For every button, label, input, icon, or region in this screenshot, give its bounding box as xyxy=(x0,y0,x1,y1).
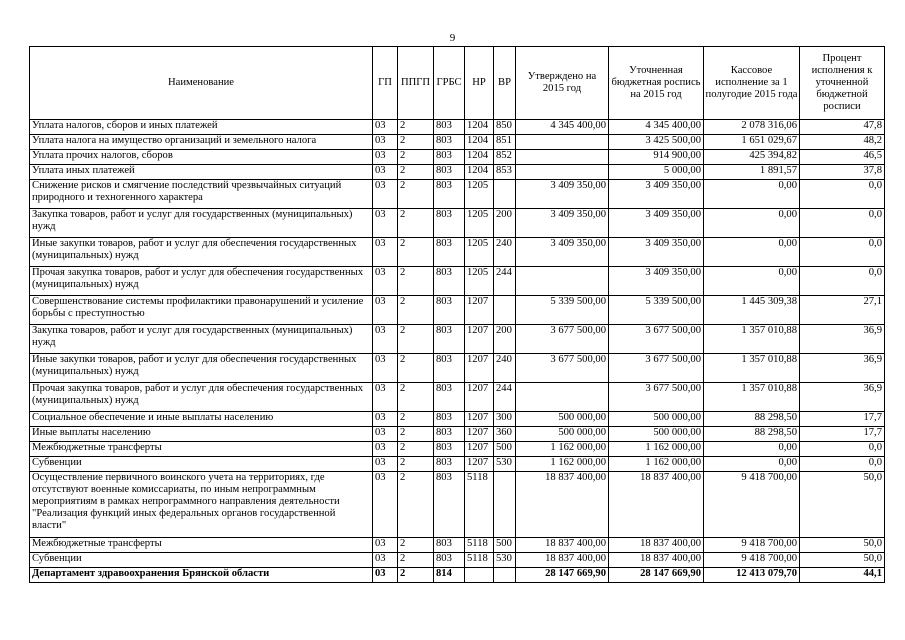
cell-name: Закупка товаров, работ и услуг для государственных (муниципальных) нужд xyxy=(30,209,373,238)
cell-refined: 18 837 400,00 xyxy=(609,553,704,568)
cell-gp: 03 xyxy=(373,568,398,583)
cell-approved: 3 677 500,00 xyxy=(516,354,609,383)
cell-vr: 851 xyxy=(494,135,516,150)
cell-refined: 3 409 350,00 xyxy=(609,209,704,238)
header-percent: Процент исполнения к уточненной бюджетной росписи xyxy=(800,47,885,120)
cell-percent: 48,2 xyxy=(800,135,885,150)
cell-cash: 0,00 xyxy=(704,180,800,209)
cell-refined: 3 425 500,00 xyxy=(609,135,704,150)
cell-percent: 0,0 xyxy=(800,442,885,457)
header-refined: Уточненная бюджетная роспись на 2015 год xyxy=(609,47,704,120)
cell-approved: 3 409 350,00 xyxy=(516,180,609,209)
table-row xyxy=(30,538,885,553)
cell-vr: 200 xyxy=(494,209,516,238)
cell-approved xyxy=(516,267,609,296)
cell-approved: 1 162 000,00 xyxy=(516,457,609,472)
cell-percent: 17,7 xyxy=(800,427,885,442)
cell-refined: 5 339 500,00 xyxy=(609,296,704,325)
cell-gp: 03 xyxy=(373,538,398,553)
table-row xyxy=(30,120,885,135)
cell-refined: 18 837 400,00 xyxy=(609,472,704,538)
cell-gp: 03 xyxy=(373,442,398,457)
table-row xyxy=(30,165,885,180)
cell-np: 1205 xyxy=(465,209,494,238)
cell-name: Субвенции xyxy=(30,553,373,568)
table-row xyxy=(30,383,885,412)
cell-percent: 46,5 xyxy=(800,150,885,165)
cell-np: 1207 xyxy=(465,442,494,457)
cell-grbs: 803 xyxy=(434,135,465,150)
cell-ppgp: 2 xyxy=(398,354,434,383)
cell-ppgp: 2 xyxy=(398,296,434,325)
cell-vr: 853 xyxy=(494,165,516,180)
cell-cash: 88 298,50 xyxy=(704,412,800,427)
cell-np: 1205 xyxy=(465,238,494,267)
cell-approved xyxy=(516,135,609,150)
cell-percent: 50,0 xyxy=(800,538,885,553)
cell-gp: 03 xyxy=(373,412,398,427)
cell-grbs: 814 xyxy=(434,568,465,583)
cell-ppgp: 2 xyxy=(398,412,434,427)
cell-refined: 4 345 400,00 xyxy=(609,120,704,135)
cell-vr xyxy=(494,180,516,209)
cell-grbs: 803 xyxy=(434,354,465,383)
cell-percent: 0,0 xyxy=(800,238,885,267)
header-vr: ВР xyxy=(494,47,516,120)
cell-refined: 1 162 000,00 xyxy=(609,442,704,457)
cell-percent: 0,0 xyxy=(800,457,885,472)
cell-grbs: 803 xyxy=(434,538,465,553)
cell-name: Уплата прочих налогов, сборов xyxy=(30,150,373,165)
table-row xyxy=(30,209,885,238)
cell-cash: 1 357 010,88 xyxy=(704,325,800,354)
cell-vr: 240 xyxy=(494,354,516,383)
cell-grbs: 803 xyxy=(434,120,465,135)
cell-name: Прочая закупка товаров, работ и услуг для обеспечения государственных (муниципальных) нужд xyxy=(30,267,373,296)
cell-vr: 360 xyxy=(494,427,516,442)
cell-grbs: 803 xyxy=(434,472,465,538)
cell-approved xyxy=(516,165,609,180)
cell-gp: 03 xyxy=(373,209,398,238)
cell-vr: 530 xyxy=(494,553,516,568)
cell-grbs: 803 xyxy=(434,553,465,568)
cell-np: 1207 xyxy=(465,354,494,383)
cell-grbs: 803 xyxy=(434,165,465,180)
cell-name: Уплата иных платежей xyxy=(30,165,373,180)
cell-name: Уплата налога на имущество организаций и земельного налога xyxy=(30,135,373,150)
header-approved: Утверждено на 2015 год xyxy=(516,47,609,120)
cell-cash: 0,00 xyxy=(704,457,800,472)
cell-np: 1205 xyxy=(465,267,494,296)
cell-name: Совершенствование системы профилактики правонарушений и усиление борьбы с преступностью xyxy=(30,296,373,325)
cell-grbs: 803 xyxy=(434,296,465,325)
cell-gp: 03 xyxy=(373,354,398,383)
cell-cash: 1 445 309,38 xyxy=(704,296,800,325)
cell-ppgp: 2 xyxy=(398,180,434,209)
cell-grbs: 803 xyxy=(434,325,465,354)
cell-cash: 0,00 xyxy=(704,442,800,457)
cell-refined: 5 000,00 xyxy=(609,165,704,180)
cell-np: 1207 xyxy=(465,296,494,325)
cell-ppgp: 2 xyxy=(398,472,434,538)
cell-percent: 47,8 xyxy=(800,120,885,135)
cell-refined: 914 900,00 xyxy=(609,150,704,165)
page-number: 9 xyxy=(449,32,456,44)
cell-gp: 03 xyxy=(373,553,398,568)
header-row xyxy=(30,47,885,120)
cell-np: 1204 xyxy=(465,135,494,150)
cell-gp: 03 xyxy=(373,296,398,325)
cell-cash: 1 651 029,67 xyxy=(704,135,800,150)
cell-vr: 244 xyxy=(494,267,516,296)
cell-name: Иные закупки товаров, работ и услуг для обеспечения государственных (муниципальных) нужд xyxy=(30,238,373,267)
cell-ppgp: 2 xyxy=(398,442,434,457)
cell-gp: 03 xyxy=(373,180,398,209)
cell-percent: 0,0 xyxy=(800,180,885,209)
cell-cash: 88 298,50 xyxy=(704,427,800,442)
cell-approved: 4 345 400,00 xyxy=(516,120,609,135)
cell-ppgp: 2 xyxy=(398,538,434,553)
cell-ppgp: 2 xyxy=(398,135,434,150)
cell-cash: 2 078 316,06 xyxy=(704,120,800,135)
table-row xyxy=(30,325,885,354)
cell-gp: 03 xyxy=(373,457,398,472)
cell-ppgp: 2 xyxy=(398,120,434,135)
cell-grbs: 803 xyxy=(434,442,465,457)
cell-approved: 28 147 669,90 xyxy=(516,568,609,583)
cell-ppgp: 2 xyxy=(398,267,434,296)
cell-grbs: 803 xyxy=(434,267,465,296)
cell-percent: 36,9 xyxy=(800,383,885,412)
cell-refined: 3 409 350,00 xyxy=(609,180,704,209)
cell-gp: 03 xyxy=(373,325,398,354)
cell-grbs: 803 xyxy=(434,209,465,238)
cell-gp: 03 xyxy=(373,165,398,180)
cell-np: 1207 xyxy=(465,383,494,412)
table-row xyxy=(30,568,885,583)
cell-grbs: 803 xyxy=(434,150,465,165)
cell-grbs: 803 xyxy=(434,383,465,412)
cell-np: 1204 xyxy=(465,120,494,135)
cell-refined: 3 677 500,00 xyxy=(609,325,704,354)
cell-name: Социальное обеспечение и иные выплаты населению xyxy=(30,412,373,427)
cell-ppgp: 2 xyxy=(398,209,434,238)
cell-np: 1205 xyxy=(465,180,494,209)
cell-name: Иные закупки товаров, работ и услуг для обеспечения государственных (муниципальных) нужд xyxy=(30,354,373,383)
cell-vr: 200 xyxy=(494,325,516,354)
cell-approved xyxy=(516,150,609,165)
cell-percent: 0,0 xyxy=(800,209,885,238)
cell-refined: 3 677 500,00 xyxy=(609,354,704,383)
cell-percent: 50,0 xyxy=(800,553,885,568)
cell-name: Межбюджетные трансферты xyxy=(30,442,373,457)
cell-refined: 3 409 350,00 xyxy=(609,267,704,296)
table-row xyxy=(30,180,885,209)
cell-grbs: 803 xyxy=(434,180,465,209)
table-row xyxy=(30,472,885,538)
table-row xyxy=(30,296,885,325)
cell-cash: 1 891,57 xyxy=(704,165,800,180)
table-row xyxy=(30,427,885,442)
header-name: Наименование xyxy=(30,47,373,120)
cell-percent: 36,9 xyxy=(800,325,885,354)
table-row xyxy=(30,354,885,383)
cell-grbs: 803 xyxy=(434,427,465,442)
cell-gp: 03 xyxy=(373,267,398,296)
cell-refined: 1 162 000,00 xyxy=(609,457,704,472)
cell-percent: 0,0 xyxy=(800,267,885,296)
cell-name: Департамент здравоохранения Брянской области xyxy=(30,568,373,583)
cell-vr: 530 xyxy=(494,457,516,472)
cell-grbs: 803 xyxy=(434,457,465,472)
cell-gp: 03 xyxy=(373,120,398,135)
table-row xyxy=(30,150,885,165)
cell-cash: 0,00 xyxy=(704,267,800,296)
cell-ppgp: 2 xyxy=(398,150,434,165)
cell-approved: 500 000,00 xyxy=(516,427,609,442)
cell-cash: 425 394,82 xyxy=(704,150,800,165)
cell-np: 5118 xyxy=(465,538,494,553)
cell-gp: 03 xyxy=(373,150,398,165)
cell-gp: 03 xyxy=(373,238,398,267)
table-row xyxy=(30,412,885,427)
cell-cash: 9 418 700,00 xyxy=(704,472,800,538)
cell-np: 1207 xyxy=(465,427,494,442)
cell-cash: 9 418 700,00 xyxy=(704,553,800,568)
cell-grbs: 803 xyxy=(434,412,465,427)
cell-vr xyxy=(494,568,516,583)
cell-cash: 0,00 xyxy=(704,238,800,267)
cell-ppgp: 2 xyxy=(398,427,434,442)
cell-percent: 37,8 xyxy=(800,165,885,180)
cell-cash: 1 357 010,88 xyxy=(704,354,800,383)
cell-approved: 500 000,00 xyxy=(516,412,609,427)
cell-np: 1207 xyxy=(465,457,494,472)
cell-approved xyxy=(516,383,609,412)
cell-np: 1207 xyxy=(465,412,494,427)
cell-vr: 500 xyxy=(494,442,516,457)
cell-approved: 3 677 500,00 xyxy=(516,325,609,354)
cell-vr: 852 xyxy=(494,150,516,165)
cell-approved: 1 162 000,00 xyxy=(516,442,609,457)
cell-percent: 17,7 xyxy=(800,412,885,427)
cell-ppgp: 2 xyxy=(398,457,434,472)
cell-cash: 1 357 010,88 xyxy=(704,383,800,412)
cell-name: Иные выплаты населению xyxy=(30,427,373,442)
cell-refined: 500 000,00 xyxy=(609,427,704,442)
cell-vr: 240 xyxy=(494,238,516,267)
cell-refined: 500 000,00 xyxy=(609,412,704,427)
cell-np xyxy=(465,568,494,583)
cell-percent: 44,1 xyxy=(800,568,885,583)
cell-cash: 12 413 079,70 xyxy=(704,568,800,583)
cell-gp: 03 xyxy=(373,472,398,538)
cell-refined: 3 677 500,00 xyxy=(609,383,704,412)
cell-name: Межбюджетные трансферты xyxy=(30,538,373,553)
cell-percent: 27,1 xyxy=(800,296,885,325)
table-row xyxy=(30,135,885,150)
cell-refined: 28 147 669,90 xyxy=(609,568,704,583)
cell-gp: 03 xyxy=(373,135,398,150)
cell-cash: 9 418 700,00 xyxy=(704,538,800,553)
cell-gp: 03 xyxy=(373,383,398,412)
cell-refined: 18 837 400,00 xyxy=(609,538,704,553)
cell-ppgp: 2 xyxy=(398,165,434,180)
header-cash: Кассовое исполнение за 1 полугодие 2015 года xyxy=(704,47,800,120)
header-ppgp: ППГП xyxy=(398,47,434,120)
cell-ppgp: 2 xyxy=(398,383,434,412)
cell-approved: 5 339 500,00 xyxy=(516,296,609,325)
cell-vr: 244 xyxy=(494,383,516,412)
cell-vr xyxy=(494,472,516,538)
header-np: НР xyxy=(465,47,494,120)
cell-vr: 500 xyxy=(494,538,516,553)
table-row xyxy=(30,267,885,296)
cell-name: Закупка товаров, работ и услуг для государственных (муниципальных) нужд xyxy=(30,325,373,354)
cell-name: Осуществление первичного воинского учета на территориях, где отсутствуют военные комиссариаты, по иным непрограммным мероприятиям в рамках непрограммного направления деятельности "Реализация функций иных федеральных органов государственной власти" xyxy=(30,472,373,538)
budget-table xyxy=(29,46,885,583)
table-row xyxy=(30,238,885,267)
cell-percent: 36,9 xyxy=(800,354,885,383)
cell-grbs: 803 xyxy=(434,238,465,267)
cell-ppgp: 2 xyxy=(398,568,434,583)
table-row xyxy=(30,553,885,568)
cell-vr: 300 xyxy=(494,412,516,427)
cell-name: Снижение рисков и смягчение последствий чрезвычайных ситуаций природного и техногенного характера xyxy=(30,180,373,209)
cell-approved: 3 409 350,00 xyxy=(516,238,609,267)
cell-gp: 03 xyxy=(373,427,398,442)
cell-name: Прочая закупка товаров, работ и услуг для обеспечения государственных (муниципальных) нужд xyxy=(30,383,373,412)
cell-percent: 50,0 xyxy=(800,472,885,538)
cell-vr: 850 xyxy=(494,120,516,135)
cell-approved: 18 837 400,00 xyxy=(516,538,609,553)
cell-np: 1204 xyxy=(465,165,494,180)
cell-np: 1204 xyxy=(465,150,494,165)
cell-np: 1207 xyxy=(465,325,494,354)
cell-name: Уплата налогов, сборов и иных платежей xyxy=(30,120,373,135)
cell-approved: 18 837 400,00 xyxy=(516,553,609,568)
cell-ppgp: 2 xyxy=(398,553,434,568)
cell-ppgp: 2 xyxy=(398,238,434,267)
cell-name: Субвенции xyxy=(30,457,373,472)
header-gp: ГП xyxy=(373,47,398,120)
cell-refined: 3 409 350,00 xyxy=(609,238,704,267)
cell-ppgp: 2 xyxy=(398,325,434,354)
cell-cash: 0,00 xyxy=(704,209,800,238)
table-row xyxy=(30,442,885,457)
cell-np: 5118 xyxy=(465,553,494,568)
table-row xyxy=(30,457,885,472)
cell-approved: 18 837 400,00 xyxy=(516,472,609,538)
header-grbs: ГРБС xyxy=(434,47,465,120)
cell-vr xyxy=(494,296,516,325)
cell-np: 5118 xyxy=(465,472,494,538)
cell-approved: 3 409 350,00 xyxy=(516,209,609,238)
